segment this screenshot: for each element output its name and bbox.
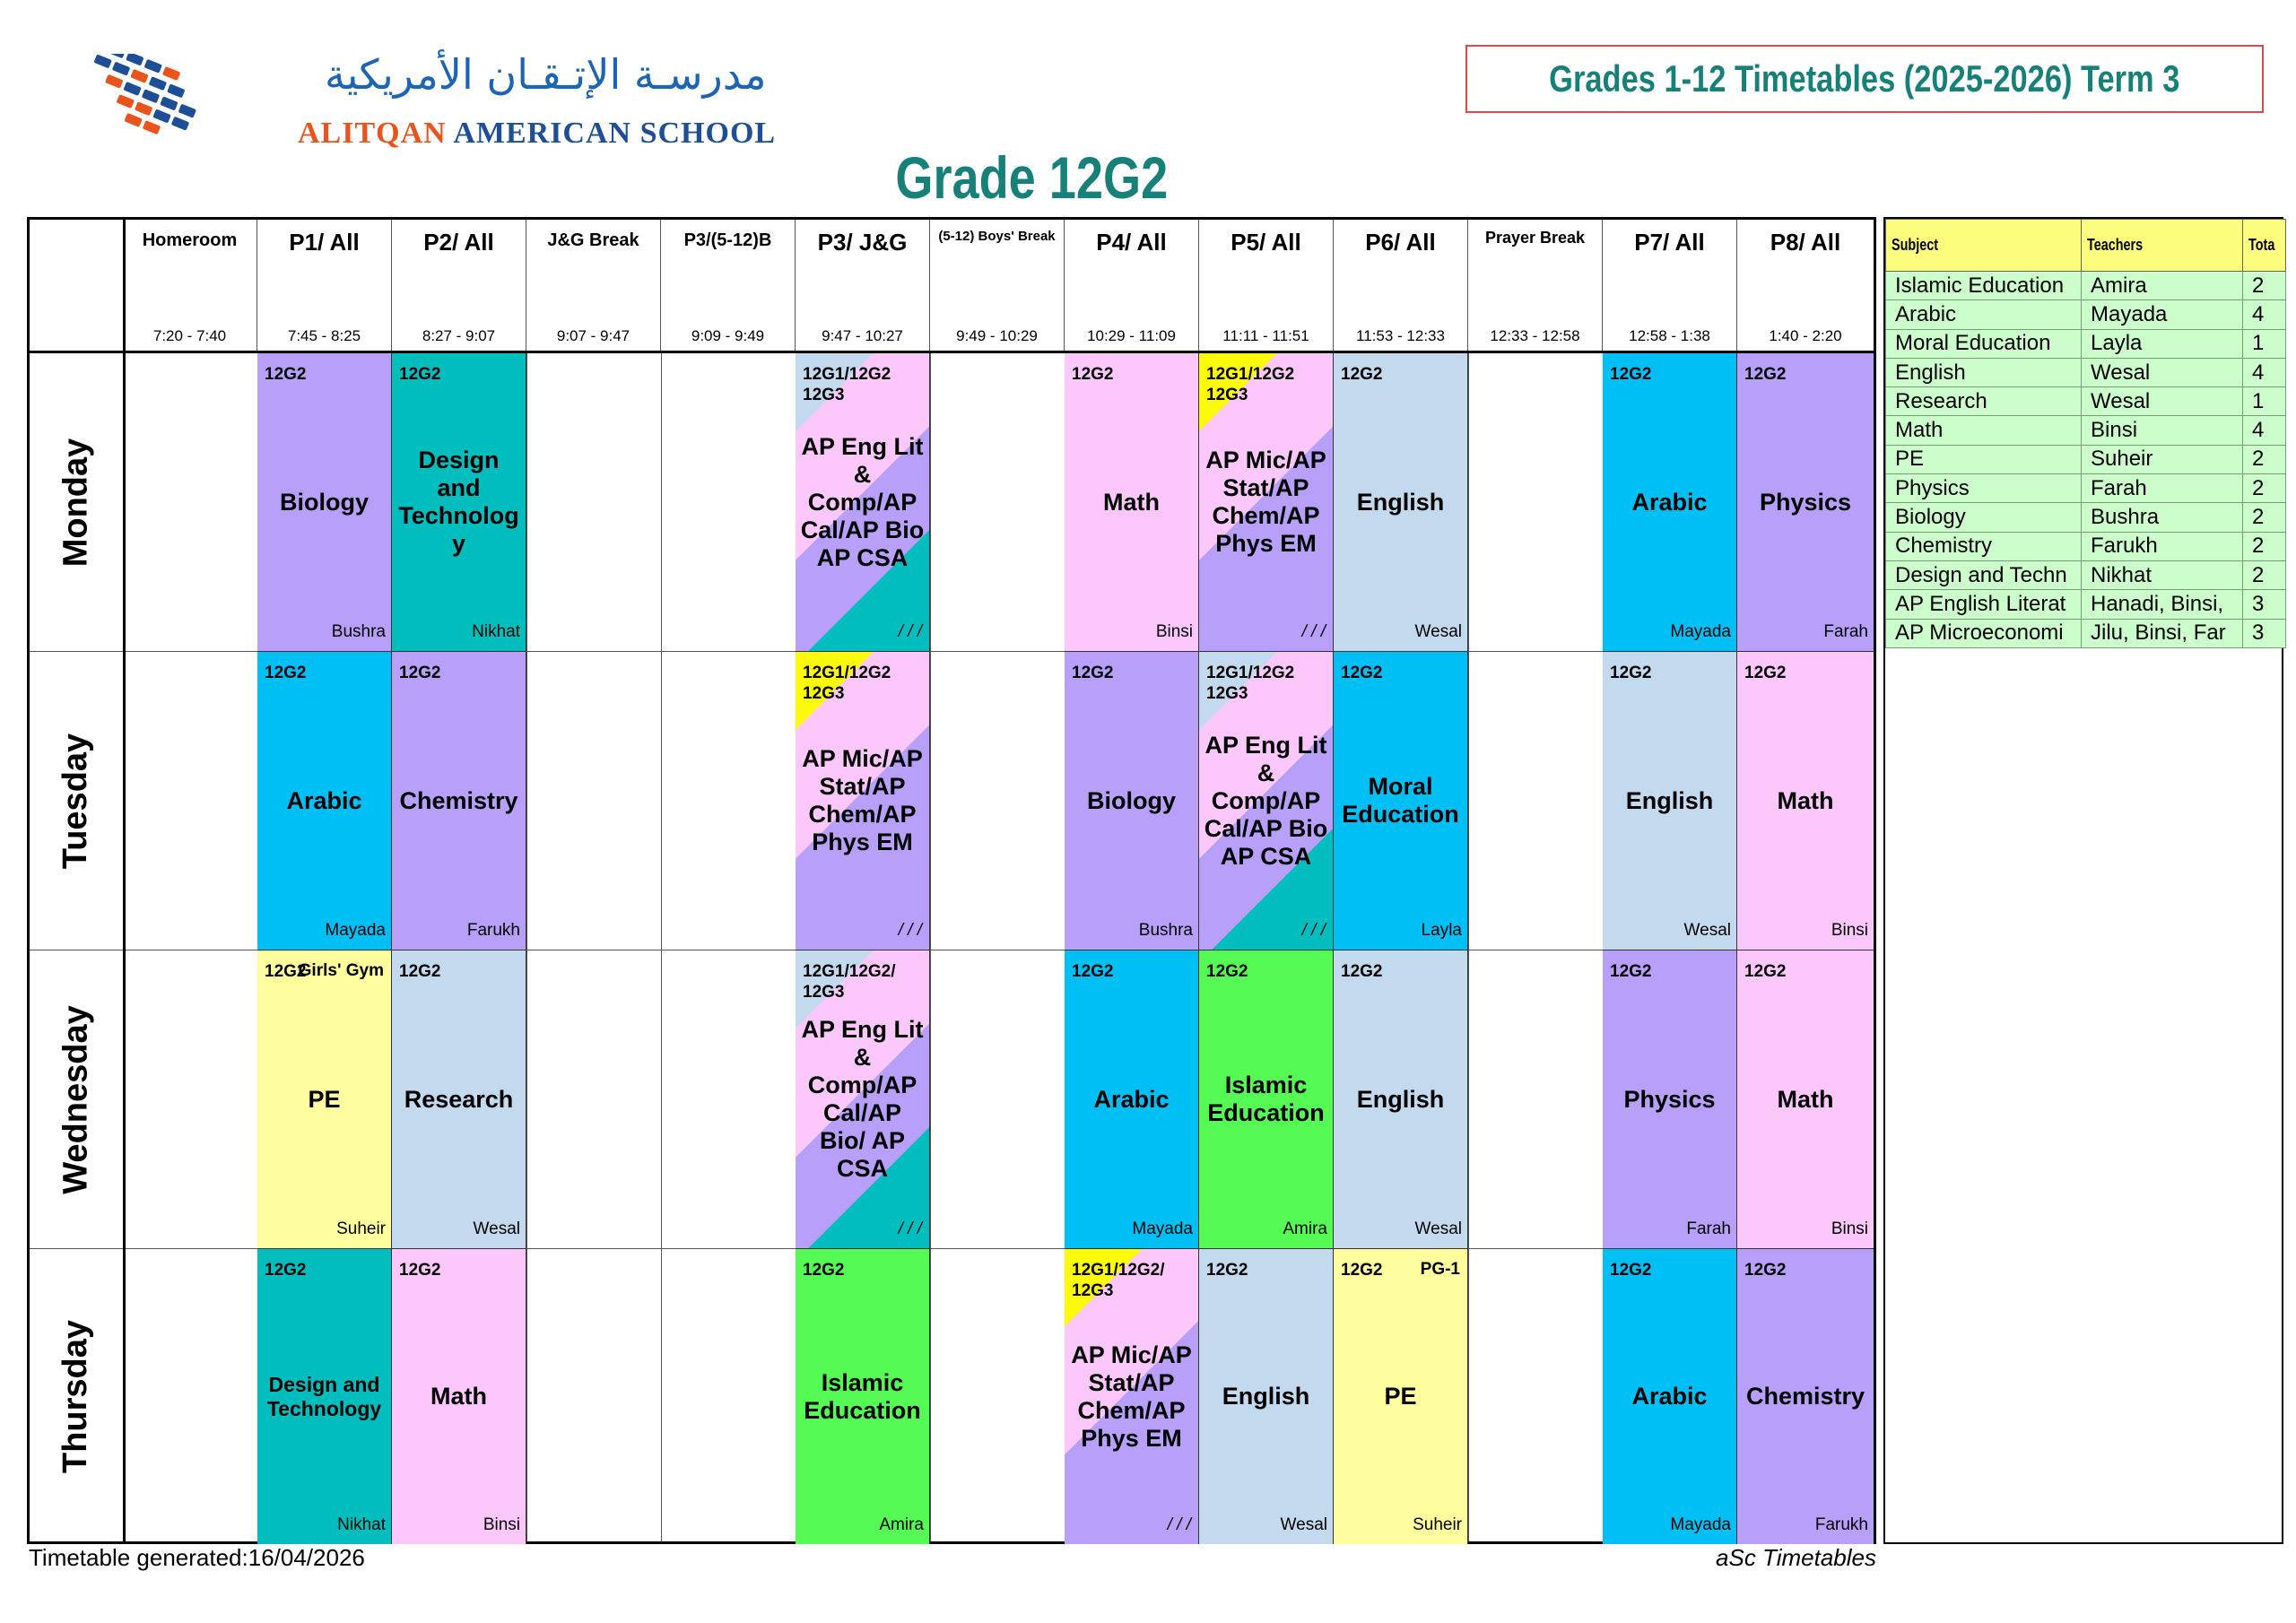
lesson-class: 12G2 — [1610, 664, 1652, 682]
school-name-prefix: ALITQAN — [298, 117, 447, 150]
timetable-grid — [27, 217, 1876, 1544]
lesson-class: 12G1/12G2/ 12G3 — [1072, 1261, 1165, 1300]
period-header — [1468, 220, 1603, 351]
lesson-subject: Arabic — [1631, 1383, 1708, 1410]
lesson-subject: Chemistry — [399, 786, 518, 814]
lesson-card[interactable] — [257, 652, 392, 950]
lesson-subject: English — [1222, 1383, 1310, 1410]
day-column-divider — [123, 220, 126, 1541]
lesson-class: 12G2 — [1206, 962, 1248, 981]
legend-row — [1886, 560, 2286, 589]
lesson-subject: AP Mic/AP Stat/AP Chem/AP Phys EM — [1205, 447, 1326, 557]
lesson-subject: Arabic — [286, 786, 362, 814]
day-name: Tuesday — [57, 733, 95, 869]
period-label: (5-12) Boys' Break — [938, 229, 1056, 244]
lesson-teacher: Farukh — [466, 921, 520, 940]
legend-subject: Moral Education — [1886, 329, 2082, 358]
period-time: 8:27 - 9:07 — [422, 327, 496, 344]
legend-row — [1886, 272, 2286, 300]
lesson-class: 12G2 — [1744, 365, 1787, 384]
lesson-class: 12G2 — [399, 1261, 441, 1280]
lesson-card[interactable] — [1603, 950, 1737, 1249]
lesson-subject: English — [1356, 488, 1445, 516]
period-header — [257, 220, 392, 351]
lesson-subject: English — [1356, 1085, 1445, 1113]
legend-total: 4 — [2243, 300, 2286, 329]
lesson-teacher: Binsi — [1831, 921, 1868, 940]
period-time: 7:20 - 7:40 — [152, 327, 227, 344]
lesson-card[interactable] — [1603, 1249, 1737, 1544]
legend-teacher: Binsi — [2082, 416, 2243, 445]
lesson-teacher: Nikhat — [472, 622, 520, 641]
legend-subject: Research — [1886, 387, 2082, 416]
lesson-class: 12G2 — [1610, 365, 1652, 384]
period-header — [526, 220, 661, 351]
school-name-english — [298, 117, 776, 151]
day-name: Thursday — [57, 1319, 95, 1474]
lesson-room: Girls' Gym — [298, 961, 384, 980]
lesson-teacher: Suheir — [336, 1219, 386, 1238]
lesson-teacher: Amira — [1283, 1219, 1327, 1238]
lesson-teacher: Suheir — [1413, 1515, 1462, 1534]
lesson-teacher: / / / — [1301, 622, 1326, 641]
legend-teacher: Wesal — [2082, 358, 2243, 386]
lesson-teacher: Mayada — [1132, 1219, 1193, 1238]
lesson-teacher: Farukh — [1814, 1515, 1868, 1534]
period-header — [796, 220, 930, 351]
period-header — [661, 220, 796, 351]
legend-subject: Islamic Education — [1886, 272, 2082, 300]
brand-credit: aSc Timetables — [1716, 1544, 1876, 1571]
period-time: 10:29 - 11:09 — [1087, 327, 1176, 344]
legend-row — [1886, 532, 2286, 560]
period-header — [123, 220, 257, 351]
lesson-subject: Design and Technolog y — [398, 447, 519, 557]
lesson-teacher: Binsi — [1155, 622, 1193, 641]
lesson-class: 12G2 — [1341, 1261, 1383, 1280]
lesson-teacher: Mayada — [325, 921, 386, 940]
period-label: P3/ J&G — [817, 229, 908, 256]
legend-total: 2 — [2243, 532, 2286, 560]
period-time: 11:11 - 11:51 — [1222, 327, 1309, 344]
lesson-teacher: Farah — [1686, 1219, 1731, 1238]
lesson-teacher: Wesal — [1414, 622, 1462, 641]
legend-total: 1 — [2243, 329, 2286, 358]
lesson-subject: AP Eng Lit & Comp/AP Cal/AP Bio AP CSA — [1204, 731, 1328, 870]
legend-row — [1886, 619, 2286, 647]
legend-row — [1886, 358, 2286, 386]
legend-total: 1 — [2243, 387, 2286, 416]
period-time: 11:53 - 12:33 — [1356, 327, 1445, 344]
period-time: 12:58 - 1:38 — [1629, 327, 1710, 344]
lesson-teacher: Binsi — [483, 1515, 520, 1534]
lesson-subject: AP Mic/AP Stat/AP Chem/AP Phys EM — [1071, 1341, 1192, 1452]
lesson-subject: PE — [308, 1085, 341, 1113]
period-label: P7/ All — [1634, 229, 1705, 256]
legend-row — [1886, 329, 2286, 358]
period-label: P5/ All — [1231, 229, 1301, 256]
lesson-card[interactable] — [1334, 652, 1468, 950]
lesson-card[interactable] — [1737, 652, 1874, 950]
legend-total: 4 — [2243, 358, 2286, 386]
lesson-class: 12G2 — [1610, 962, 1652, 981]
period-time: 1:40 - 2:20 — [1769, 327, 1842, 344]
legend-subject: English — [1886, 358, 2082, 386]
lesson-subject: Physics — [1623, 1085, 1716, 1113]
legend-teacher: Suheir — [2082, 445, 2243, 473]
lesson-card[interactable] — [796, 950, 930, 1249]
legend-row — [1886, 416, 2286, 445]
lesson-card[interactable] — [1065, 652, 1199, 950]
lesson-subject: Design and Technology — [266, 1372, 382, 1420]
day-label — [30, 1249, 123, 1544]
lesson-class: 12G2 — [399, 365, 441, 384]
period-header — [930, 220, 1065, 351]
legend-subject: Chemistry — [1886, 532, 2082, 560]
lesson-card[interactable] — [257, 950, 392, 1249]
legend-header-total: Tota — [2243, 220, 2286, 272]
lesson-class: 12G2 — [399, 664, 441, 682]
lesson-subject: Math — [430, 1383, 487, 1410]
period-time: 9:07 - 9:47 — [556, 327, 631, 344]
lesson-subject: Arabic — [1093, 1085, 1170, 1113]
legend-teacher: Farukh — [2082, 532, 2243, 560]
lesson-subject: PE — [1384, 1383, 1417, 1410]
lesson-card[interactable] — [1737, 1249, 1874, 1544]
lesson-card[interactable] — [1065, 1249, 1199, 1544]
lesson-class: 12G2 — [1072, 962, 1114, 981]
legend-subject: Arabic — [1886, 300, 2082, 329]
lesson-class: 12G1/12G2/ 12G3 — [803, 962, 896, 1002]
lesson-card[interactable] — [1737, 950, 1874, 1249]
lesson-subject: English — [1625, 786, 1714, 814]
legend-row — [1886, 300, 2286, 329]
period-time: 9:47 - 10:27 — [822, 327, 903, 344]
lesson-card[interactable] — [392, 950, 526, 1249]
lesson-class: 12G1/12G2 12G3 — [1206, 664, 1295, 703]
lesson-subject: Math — [1777, 786, 1834, 814]
lesson-subject: AP Mic/AP Stat/AP Chem/AP Phys EM — [802, 745, 923, 855]
legend-row — [1886, 590, 2286, 619]
lesson-class: 12G2 — [399, 962, 441, 981]
legend-row — [1886, 503, 2286, 532]
lesson-class: 12G1/12G2 12G3 — [803, 664, 891, 703]
lesson-class: 12G2 — [1744, 664, 1787, 682]
period-label: P2/ All — [423, 229, 494, 256]
lesson-card[interactable] — [392, 652, 526, 950]
lesson-class: 12G1/12G2 12G3 — [1206, 365, 1295, 404]
term-title: Grades 1-12 Timetables (2025-2026) Term 3 — [1549, 57, 2180, 100]
lesson-class: 12G2 — [265, 365, 307, 384]
lesson-card[interactable] — [1603, 353, 1737, 652]
lesson-class: 12G2 — [1072, 365, 1114, 384]
lesson-subject: AP Eng Lit & Comp/AP Cal/AP Bio AP CSA — [800, 432, 925, 571]
lesson-card[interactable] — [1065, 353, 1199, 652]
lesson-subject: Chemistry — [1745, 1383, 1866, 1410]
lesson-class: 12G2 — [1206, 1261, 1248, 1280]
lesson-class: 12G2 — [265, 1261, 307, 1280]
lesson-teacher: / / / — [898, 622, 922, 641]
period-label: Homeroom — [142, 230, 238, 250]
grade-title-text: Grade 12G2 — [895, 144, 1168, 211]
lesson-card[interactable] — [796, 1249, 930, 1544]
lesson-teacher: Layla — [1421, 921, 1462, 940]
period-label: P8/ All — [1770, 229, 1841, 256]
legend-subject: PE — [1886, 445, 2082, 473]
legend-subject: AP Microeconomi — [1886, 619, 2082, 647]
generated-date: Timetable generated:16/04/2026 — [29, 1544, 365, 1571]
legend-total: 2 — [2243, 445, 2286, 473]
lesson-card[interactable] — [1334, 353, 1468, 652]
lesson-class: 12G2 — [1744, 1261, 1787, 1280]
day-name: Monday — [57, 438, 95, 567]
period-label: J&G Break — [547, 230, 639, 250]
lesson-teacher: Wesal — [1414, 1219, 1462, 1238]
lesson-teacher: / / / — [1167, 1515, 1191, 1534]
lesson-card[interactable] — [1199, 353, 1334, 652]
school-name-suffix: AMERICAN SCHOOL — [453, 117, 777, 150]
legend-teacher: Bushra — [2082, 503, 2243, 532]
lesson-teacher: Mayada — [1670, 622, 1731, 641]
lesson-card[interactable] — [1199, 652, 1334, 950]
legend-total: 2 — [2243, 474, 2286, 503]
lesson-teacher: Farah — [1823, 622, 1868, 641]
lesson-class: 12G2 — [803, 1261, 845, 1280]
lesson-card[interactable] — [1334, 1249, 1468, 1544]
lesson-subject: Physics — [1759, 488, 1852, 516]
grade-title — [807, 143, 1256, 212]
legend-teacher: Layla — [2082, 329, 2243, 358]
legend-total: 3 — [2243, 590, 2286, 619]
legend-teacher: Amira — [2082, 272, 2243, 300]
lesson-card[interactable] — [1334, 950, 1468, 1249]
period-label: P6/ All — [1365, 229, 1436, 256]
lesson-class: 12G2 — [265, 664, 307, 682]
period-header — [1737, 220, 1874, 351]
legend-teacher: Wesal — [2082, 387, 2243, 416]
legend-teacher: Mayada — [2082, 300, 2243, 329]
lesson-teacher: Wesal — [473, 1219, 520, 1238]
lesson-card[interactable] — [1737, 353, 1874, 652]
lesson-card[interactable] — [257, 353, 392, 652]
period-header — [1603, 220, 1737, 351]
legend-subject: Biology — [1886, 503, 2082, 532]
lesson-subject: AP Eng Lit & Comp/AP Cal/AP Bio/ AP CSA — [801, 1016, 924, 1182]
lesson-card[interactable] — [1065, 950, 1199, 1249]
legend-total: 2 — [2243, 560, 2286, 589]
lesson-subject: Math — [1777, 1085, 1834, 1113]
lesson-card[interactable] — [796, 652, 930, 950]
lesson-class: 12G2 — [1341, 664, 1383, 682]
lesson-teacher: Wesal — [1280, 1515, 1327, 1534]
day-label — [30, 652, 123, 950]
legend-header-teachers: Teachers — [2082, 220, 2243, 272]
period-time: 9:09 - 9:49 — [691, 327, 765, 344]
lesson-class: 12G2 — [1610, 1261, 1652, 1280]
lesson-class: 12G2 — [1341, 962, 1383, 981]
legend-teacher: Hanadi, Binsi, — [2082, 590, 2243, 619]
lesson-subject: Biology — [1087, 786, 1176, 814]
period-label: Prayer Break — [1484, 229, 1586, 247]
legend-total: 2 — [2243, 503, 2286, 532]
legend-teacher: Jilu, Binsi, Far — [2082, 619, 2243, 647]
legend-teacher: Farah — [2082, 474, 2243, 503]
period-time: 7:45 - 8:25 — [287, 327, 361, 344]
legend-row — [1886, 474, 2286, 503]
period-header — [1334, 220, 1468, 351]
legend-total: 3 — [2243, 619, 2286, 647]
day-label — [30, 353, 123, 651]
lesson-class: 12G2 — [265, 962, 307, 981]
lesson-subject: Research — [404, 1085, 514, 1113]
legend-row — [1886, 387, 2286, 416]
lesson-subject: Islamic Education — [804, 1368, 921, 1424]
lesson-room: PG-1 — [1420, 1260, 1460, 1279]
lesson-teacher: Binsi — [1831, 1219, 1868, 1238]
lesson-class: 12G2 — [1072, 664, 1114, 682]
lesson-subject: Arabic — [1631, 488, 1708, 516]
period-header — [1065, 220, 1199, 351]
legend-teacher: Nikhat — [2082, 560, 2243, 589]
lesson-card[interactable] — [392, 353, 526, 652]
legend-subject: AP English Literat — [1886, 590, 2082, 619]
lesson-subject: Moral Education — [1342, 773, 1459, 828]
legend-header-row — [1886, 220, 2286, 272]
lesson-teacher: Amira — [879, 1515, 924, 1534]
lesson-class: 12G1/12G2 12G3 — [803, 365, 891, 404]
lesson-teacher: / / / — [1301, 921, 1326, 940]
term-title-box — [1465, 45, 2264, 113]
period-label: P4/ All — [1096, 229, 1167, 256]
lesson-teacher: Nikhat — [337, 1515, 386, 1534]
legend-total: 2 — [2243, 272, 2286, 300]
legend-subject: Math — [1886, 416, 2082, 445]
period-label: P3/(5-12)B — [683, 230, 772, 250]
lesson-teacher: Wesal — [1683, 921, 1731, 940]
legend-row — [1886, 445, 2286, 473]
period-time: 9:49 - 10:29 — [956, 327, 1038, 344]
legend-header-subject: Subject — [1886, 220, 2082, 272]
legend-subject: Design and Techn — [1886, 560, 2082, 589]
lesson-card[interactable] — [392, 1249, 526, 1544]
lesson-teacher: / / / — [898, 1219, 922, 1238]
lesson-teacher: Bushra — [331, 622, 386, 641]
day-name: Wednesday — [57, 1004, 95, 1194]
period-label: P1/ All — [289, 229, 360, 256]
lesson-card[interactable] — [796, 353, 930, 652]
legend-total: 4 — [2243, 416, 2286, 445]
lesson-subject: Islamic Education — [1207, 1072, 1325, 1126]
lesson-class: 12G2 — [1744, 962, 1787, 981]
school-logo — [63, 54, 233, 161]
day-label — [30, 950, 123, 1248]
legend-subject: Physics — [1886, 474, 2082, 503]
period-time: 12:33 - 12:58 — [1490, 327, 1580, 344]
lesson-card[interactable] — [1199, 950, 1334, 1249]
lesson-teacher: Bushra — [1138, 921, 1193, 940]
legend-table — [1885, 219, 2286, 648]
lesson-card[interactable] — [1603, 652, 1737, 950]
period-header — [392, 220, 526, 351]
subject-legend — [1883, 217, 2283, 1544]
lesson-card[interactable] — [257, 1249, 392, 1544]
school-name-arabic: مدرسـة الإتـقـان الأمريكية — [325, 50, 767, 99]
lesson-subject: Math — [1103, 488, 1160, 516]
lesson-card[interactable] — [1199, 1249, 1334, 1544]
lesson-teacher: / / / — [898, 921, 922, 940]
lesson-class: 12G2 — [1341, 365, 1383, 384]
period-header — [1199, 220, 1334, 351]
lesson-teacher: Mayada — [1670, 1515, 1731, 1534]
lesson-subject: Biology — [280, 488, 369, 516]
